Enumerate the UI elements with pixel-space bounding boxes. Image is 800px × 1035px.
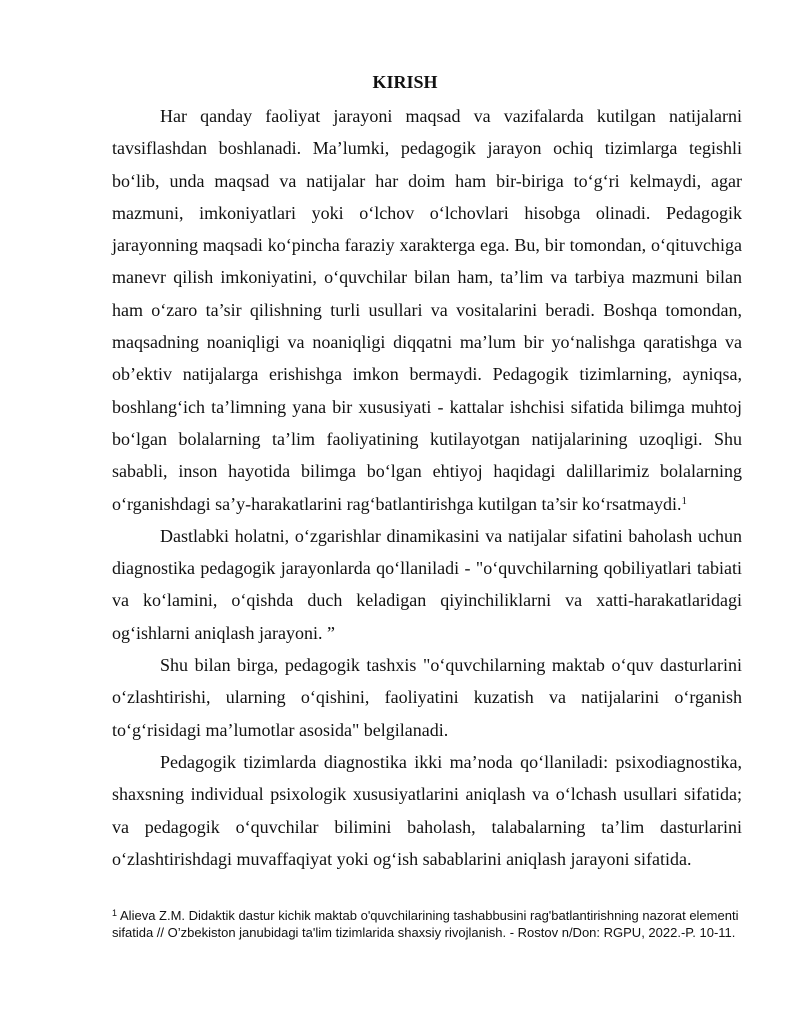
footnote-1-text: Alieva Z.M. Didaktik dastur kichik maktab o'quvchilarining tashabbusini rag'batlantirishning nazorat elementi sifatida // O’zbekiston janubidagi ta'lim tizimlarida shaxsiy rivojlanish. - Rostov n/Don: RGPU, 2022.-P. 10-11. — [112, 908, 739, 940]
paragraph-1-text: Har qanday faoliyat jarayoni maqsad va vazifalarda kutilgan natijalarni tavsiflashdan boshlanadi. Ma’lumki, pedagogik jarayon ochiq tizimlarga tegishli bo‘lib, unda maqsad va natijalar har doim ham bir-biriga to‘g‘ri kelmaydi, agar mazmuni, imkoniyatlari yoki o‘lchov o‘lchovlari hisobga olinadi. Pedagogik jarayonning maqsadi ko‘pincha faraziy xarakterga ega. Bu, bir tomondan, o‘qituvchiga manevr qilish imkoniyatini, o‘quvchilar bilan ham, ta’lim va tarbiya mazmuni bilan ham o‘zaro ta’sir qilishning turli usullari va vositalarini beradi. Boshqa tomondan, maqsadning noaniqligi va noaniqligi diqqatni ma’lum bir yo‘nalishga qaratishga va ob’ektiv natijalarga erishishga imkon bermaydi. Pedagogik tizimlarning, ayniqsa, boshlang‘ich ta’limning yana bir xususiyati - kattalar ishchisi sifatida bilimga muhtoj bo‘lgan bolalarning ta’lim faoliyatining kutilayotgan natijalarining uzoqligi. Shu sababli, inson hayotida bilimga bo‘lgan ehtiyoj haqidagi dalillarimiz bolalarning o‘rganishdagi sa’y-harakatlarini rag‘batlantirishga kutilgan ta’sir ko‘rsatmaydi. — [112, 106, 742, 514]
footnote-reference[interactable]: 1 — [681, 494, 687, 507]
document-body — [112, 100, 742, 875]
paragraph-4-text: Pedagogik tizimlarda diagnostika ikki ma’noda qo‘llaniladi: psixodiagnostika, shaxsning individual psixologik xususiyatlarini aniqlash va o‘lchash usullari sifatida; va pedagogik o‘quvchilar bilimini baholash, talabalarning ta’lim dasturlarini o‘zlashtirishdagi muvaffaqiyat yoki og‘ish sabablarini aniqlash jarayoni sifatida. — [112, 751, 742, 869]
page-title: KIRISH — [372, 72, 438, 92]
paragraph-4 — [112, 746, 742, 875]
footnote-marker: 1 — [112, 908, 118, 918]
footnotes-section — [112, 907, 742, 941]
paragraph-2-text: Dastlabki holatni, o‘zgarishlar dinamikasini va natijalar sifatini baholash uchun diagnostika pedagogik jarayonlarda qo‘llaniladi - "o‘quvchilarning qobiliyatlari tabiati va ko‘lamini, o‘qishda duch keladigan qiyinchiliklarni va xatti-harakatlaridagi og‘ishlarni aniqlash jarayoni. ” — [112, 525, 742, 643]
paragraph-2 — [112, 520, 742, 649]
footnote-1 — [112, 907, 742, 941]
paragraph-3-text: Shu bilan birga, pedagogik tashxis "o‘quvchilarning maktab o‘quv dasturlarini o‘zlashtirishi, ularning o‘qishini, faoliyatini kuzatish va natijalarini o‘rganish to‘g‘risidagi ma’lumotlar asosida" belgilanadi. — [112, 655, 742, 740]
paragraph-1 — [112, 100, 742, 520]
paragraph-3 — [112, 649, 742, 746]
